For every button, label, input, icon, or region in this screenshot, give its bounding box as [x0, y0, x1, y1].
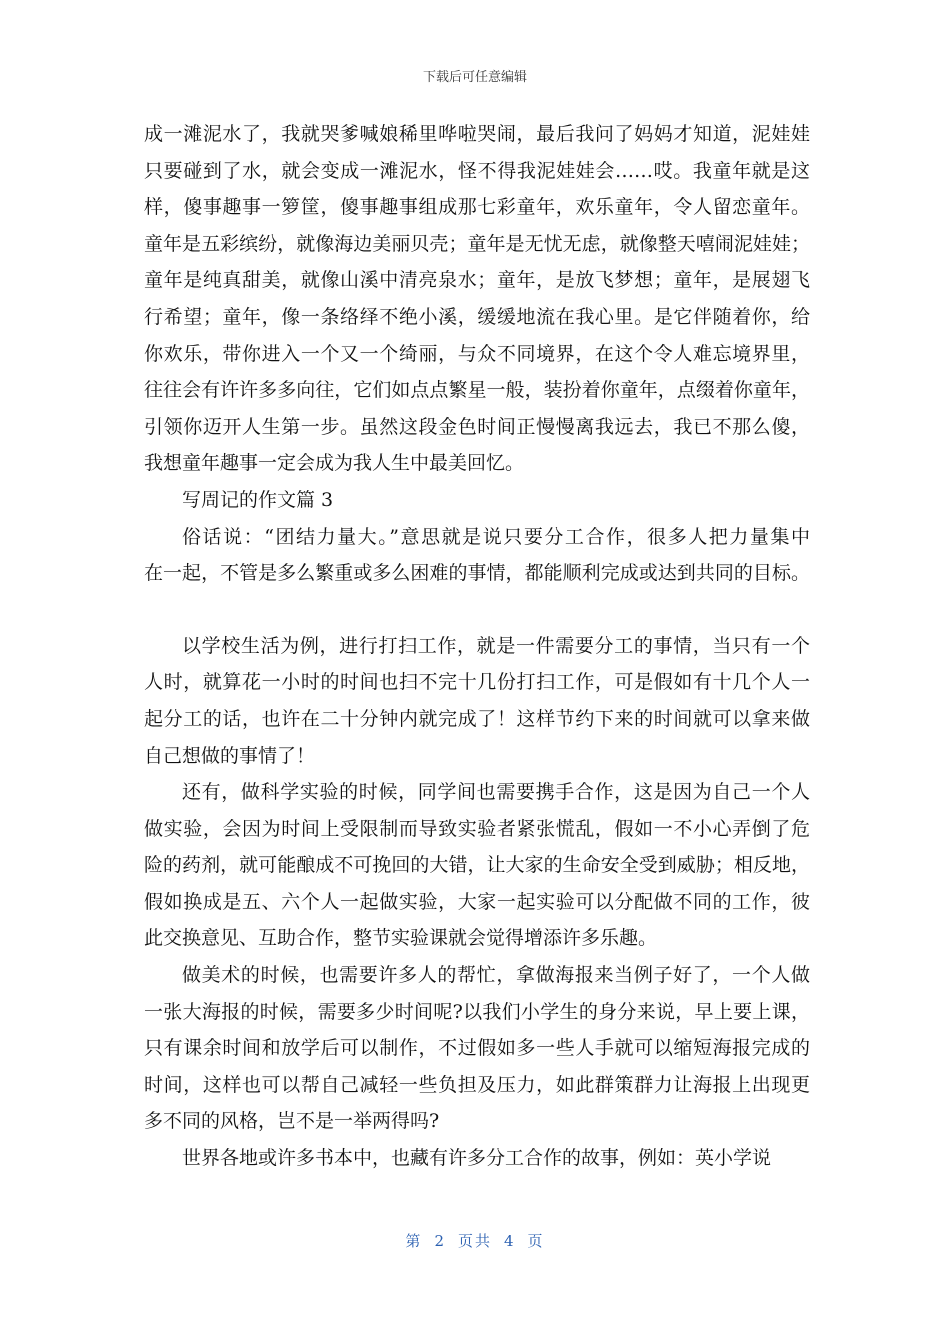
paragraph-line: 做美术的时候，也需要许多人的帮忙，拿做海报来当例子好了，一个人做	[182, 964, 810, 987]
paragraph-line: 成一滩泥水了，我就哭爹喊娘稀里哗啦哭闹，最后我问了妈妈才知道，泥娃娃	[144, 123, 810, 145]
paragraph-line: 我想童年趣事一定会成为我人生中最美回忆。	[144, 452, 525, 475]
paragraph-line: 还有，做科学实验的时候，同学间也需要携手合作，这是因为自己一个人	[182, 781, 810, 804]
paragraph-line: 在一起，不管是多么繁重或多么困难的事情，都能顺利完成或达到共同的目标。	[144, 562, 810, 585]
paragraph-line: 引领你迈开人生第一步。虽然这段金色时间正慢慢离我远去，我已不那么傻，	[144, 415, 810, 438]
paragraph-line: 俗话说：“团结力量大。”意思就是说只要分工合作，很多人把力量集中	[182, 525, 810, 548]
paragraph-line: 险的药剂，就可能酿成不可挽回的大错，让大家的生命安全受到威胁；相反地，	[144, 854, 810, 877]
paragraph-line: 人时，就算花一小时的时间也扫不完十几份打扫工作，可是假如有十几个人一	[144, 671, 810, 694]
paragraph-line: 多不同的风格，岂不是一举两得吗?	[144, 1110, 440, 1133]
paragraph-line: 自己想做的事情了！	[144, 744, 316, 767]
paragraph-line: 一张大海报的时候，需要多少时间呢?以我们小学生的身分来说，早上要上课，	[144, 1000, 810, 1023]
paragraph-line: 做实验，会因为时间上受限制而导致实验者紧张慌乱，假如一不小心弄倒了危	[144, 817, 810, 840]
page-header: 下载后可任意编辑	[422, 70, 527, 85]
paragraph-line: 童年是五彩缤纷，就像海边美丽贝壳；童年是无忧无虑，就像整天嘻闹泥娃娃；	[144, 232, 810, 255]
paragraph-line: 只有课余时间和放学后可以制作，不过假如多一些人手就可以缩短海报完成的	[144, 1037, 810, 1060]
paragraph-line: 样，傻事趣事一箩筐，傻事趣事组成那七彩童年，欢乐童年，令人留恋童年。	[144, 196, 810, 219]
page-label-middle: 页共	[457, 1232, 492, 1250]
paragraph-line: 往往会有许许多多向往，它们如点点繁星一般，装扮着你童年，点缀着你童年，	[144, 379, 810, 402]
paragraph-spacer	[144, 592, 810, 628]
paragraph-line: 行希望；童年，像一条络绎不绝小溪，缓缓地流在我心里。是它伴随着你，给	[144, 305, 810, 328]
paragraph-line: 假如换成是五、六个人一起做实验，大家一起实验可以分配做不同的工作，彼	[144, 890, 810, 913]
total-pages: 4	[504, 1232, 516, 1250]
paragraph-line: 童年是纯真甜美，就像山溪中清亮泉水；童年，是放飞梦想；童年，是展翅飞	[144, 269, 810, 292]
page-label-prefix: 第	[405, 1232, 423, 1250]
paragraph-line: 起分工的话，也许在二十分钟内就完成了！这样节约下来的时间就可以拿来做	[144, 707, 810, 730]
paragraph-line: 只要碰到了水，就会变成一滩泥水，怪不得我泥娃娃会……哎。我童年就是这	[144, 159, 810, 182]
section-heading: 写周记的作文篇 3	[182, 488, 334, 511]
page-footer	[0, 1230, 950, 1251]
page-label-suffix: 页	[527, 1232, 545, 1250]
page-number: 2	[434, 1232, 446, 1250]
paragraph-line: 世界各地或许多书本中，也藏有许多分工合作的故事，例如：英小学说	[182, 1147, 772, 1170]
paragraph-line: 以学校生活为例，进行打扫工作，就是一件需要分工的事情，当只有一个	[182, 634, 810, 657]
paragraph-line: 时间，这样也可以帮自己减轻一些负担及压力，如此群策群力让海报上出现更	[144, 1073, 810, 1096]
document-body	[144, 116, 810, 1177]
paragraph-line: 此交换意见、互助合作，整节实验课就会觉得增添许多乐趣。	[144, 927, 658, 950]
paragraph-line: 你欢乐，带你进入一个又一个绮丽，与众不同境界，在这个令人难忘境界里，	[144, 342, 810, 365]
